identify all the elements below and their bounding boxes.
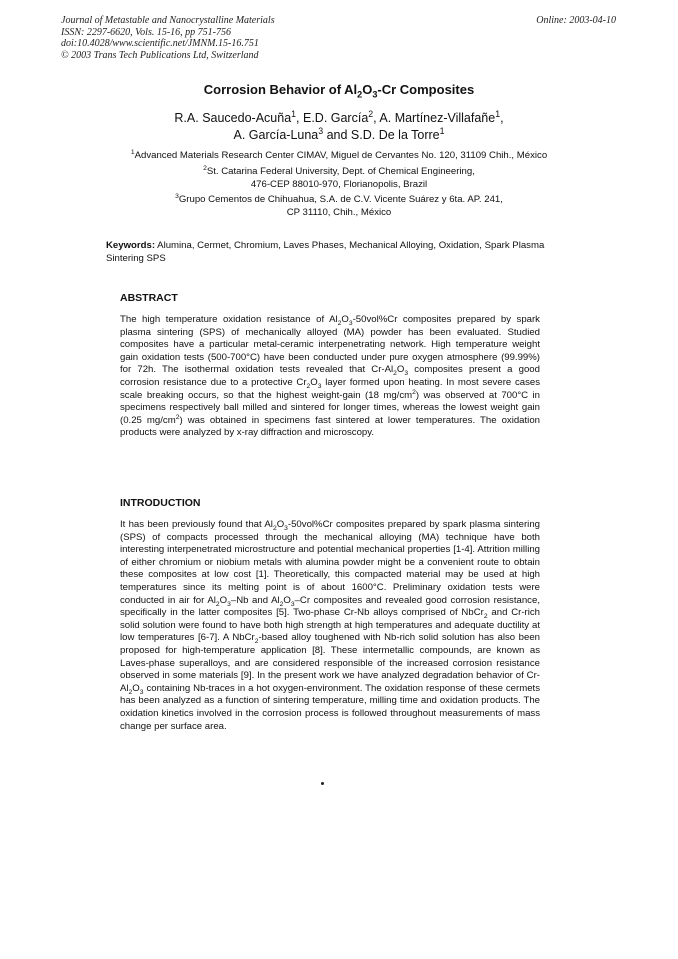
text-run: O [283,594,291,606]
title-text: Corrosion Behavior of Al [203,82,358,97]
text-run: -based alloy toughened with Nb-rich solid solution has also been proposed for high-temperature application [8]. These intermetallic compounds, are known as Laves-phase superalloys, and are considered responsible of the increased corrosion resistance observed in some materials [9]. In the present work we have analyzed degradation behavior of Cr-Al [120,632,540,694]
abstract-heading: ABSTRACT [120,292,178,304]
title-text: -Cr Composites [377,82,475,97]
subscript: 3 [284,524,288,532]
text-run: composites present a good corrosion resistance due to a protective Cr [120,364,540,388]
author-line-1 [0,110,678,127]
subscript: 3 [348,319,353,327]
author-affil-mark: 1 [495,108,501,119]
subscript: 2 [254,638,259,646]
affiliation-mark: 2 [203,164,207,172]
journal-copyright: © 2003 Trans Tech Publications Ltd, Switzerland [61,49,259,61]
subscript: 3 [290,600,295,608]
paper-title [0,82,678,100]
affiliation-line [0,166,678,179]
author-line-2 [0,127,678,144]
author-name: and S.D. De la Torre [323,128,440,142]
superscript: 2 [175,413,180,421]
author-name: R.A. Saucedo-Acuña [174,111,292,125]
subscript: 3 [227,600,231,608]
subscript: 3 [139,688,144,696]
text-run: -50vol%Cr composites prepared by spark plasma sintering (SPS) of mechanically alloyed (MA) powder has been evaluated. Studied composites have a particular metal-ceramic interpenetrating network. High temperature weight gain oxidation tests (500-700°C) have been conducted under pure oxygen atmosphere (99.99%) for 72h. The isothermal oxidation tests revealed that Cr-Al [120,314,540,376]
text-run: –Cr composites and revealed good corrosion resistance, specifically in the latter composites [5]. Two-phase Cr-Nb alloys comprised of NbCr [120,594,540,619]
superscript: 2 [412,388,416,396]
author-affil-mark: 1 [291,108,297,119]
text-run: It has been previously found that Al [120,519,273,530]
abstract-text [120,314,540,440]
text-run: ) was obtained in specimens fast sintered at lower temperatures. The oxidation products were analyzed by x-ray diffraction and microscopy. [120,414,540,439]
subscript: 2 [279,600,284,608]
text-run: –Nb and Al [230,594,280,606]
subscript: 2 [337,319,342,327]
journal-name: Journal of Metastable and Nanocrystalline Materials [61,15,275,26]
text-run: O [310,376,318,388]
text-run: O [276,519,285,530]
author-affil-mark: 1 [439,125,445,136]
author-name: , E.D. García [296,111,369,125]
affiliation-mark: 1 [130,148,135,156]
title-subscript: 3 [372,89,378,100]
author-affil-mark: 3 [318,125,324,136]
affiliation-line: 476-CEP 88010-970, Florianopolis, Brazil [250,178,428,190]
author-list [0,110,678,144]
affiliation-2 [0,166,678,191]
affiliation-1 [0,150,678,163]
text-run: and Cr-rich solid solution were found to have both high strength at high temperatures and adequate ductility at low temperatures [6-7]. A NbCr [120,607,540,644]
title-subscript: 2 [357,89,363,100]
author-separator: , [500,111,504,125]
introduction-heading: INTRODUCTION [120,497,201,509]
affiliation-3 [0,194,678,219]
subscript: 2 [272,524,277,532]
online-date: Online: 2003-04-10 [536,15,616,26]
text-run: layer formed upon heating. In most severe cases scale breaking occurs, so that the highest weight-gain (18 mg/cm [120,376,540,401]
journal-doi: doi:10.4028/www.scientific.net/JMNM.15-16.751 [61,38,259,49]
affiliation-text: St. Catarina Federal University, Dept. of Chemical Engineering, [206,166,475,177]
affiliation-line [0,194,678,207]
text-run: O [132,682,140,694]
text-run: ) was observed at 700°C in specimens respectively ball milled and sintered for longer times, whereas the lowest weight gain (0.25 mg/cm [120,389,540,426]
keywords [106,240,566,265]
affiliation-mark: 3 [175,192,179,200]
journal-info [61,15,481,61]
page-dot [321,782,324,785]
affiliation-text: Grupo Cementos de Chihuahua, S.A. de C.V. Vicente Suárez y 6ta. AP. 241, [178,194,503,205]
affiliation-line: CP 31110, Chih., México [286,206,392,218]
text-run: -50vol%Cr composites prepared by spark plasma sintering (SPS) of compacts processed through the mechanical alloying (MA) technique have both interesting interpenetrated microstructure and potential mechanical properties [1-4]. Attrition milling of either chromium or niobium metals with alumina powder might be a convenient route to obtain these composites at low cost [1]. Theoretically, this compacted material may be used at high temperatures since its melting point is of about 1600°C. Preliminary oxidation tests were conducted in air for Al [120,519,540,606]
keywords-label: Keywords: [106,240,156,251]
author-name: A. García-Luna [233,128,319,142]
text-run: O [219,594,228,606]
subscript: 2 [393,370,397,378]
abstract-section [120,292,540,440]
subscript: 2 [483,613,488,621]
subscript: 3 [317,382,322,390]
affiliation-text: Advanced Materials Research Center CIMAV, Miguel de Cervantes No. 120, 31109 Chih., México [134,150,548,161]
title-text: O [362,82,373,97]
journal-issn: ISSN: 2297-6620, Vols. 15-16, pp 751-756 [61,26,231,38]
text-run: O [396,364,405,376]
text-run: O [341,314,349,325]
subscript: 3 [404,370,409,378]
keywords-text: Alumina, Cermet, Chromium, Laves Phases, Mechanical Alloying, Oxidation, Spark Plasma Sintering SPS [106,240,545,264]
author-affil-mark: 2 [368,108,374,119]
subscript: 2 [306,382,311,390]
introduction-text [120,519,540,733]
subscript: 2 [128,688,133,696]
subscript: 2 [215,600,220,608]
author-name: , A. Martínez-Villafañe [373,111,496,125]
text-run: containing Nb-traces in a hot oxygen-environment. The oxidation response of these cermets has been analyzed as a function of sintering temperature, milling time and oxidation products. The oxidation kinetics involved in the corrosion process is followed throughout measurements of mass change per surface area. [120,682,540,732]
text-run: The high temperature oxidation resistance of Al [120,314,338,325]
introduction-section [120,497,540,733]
